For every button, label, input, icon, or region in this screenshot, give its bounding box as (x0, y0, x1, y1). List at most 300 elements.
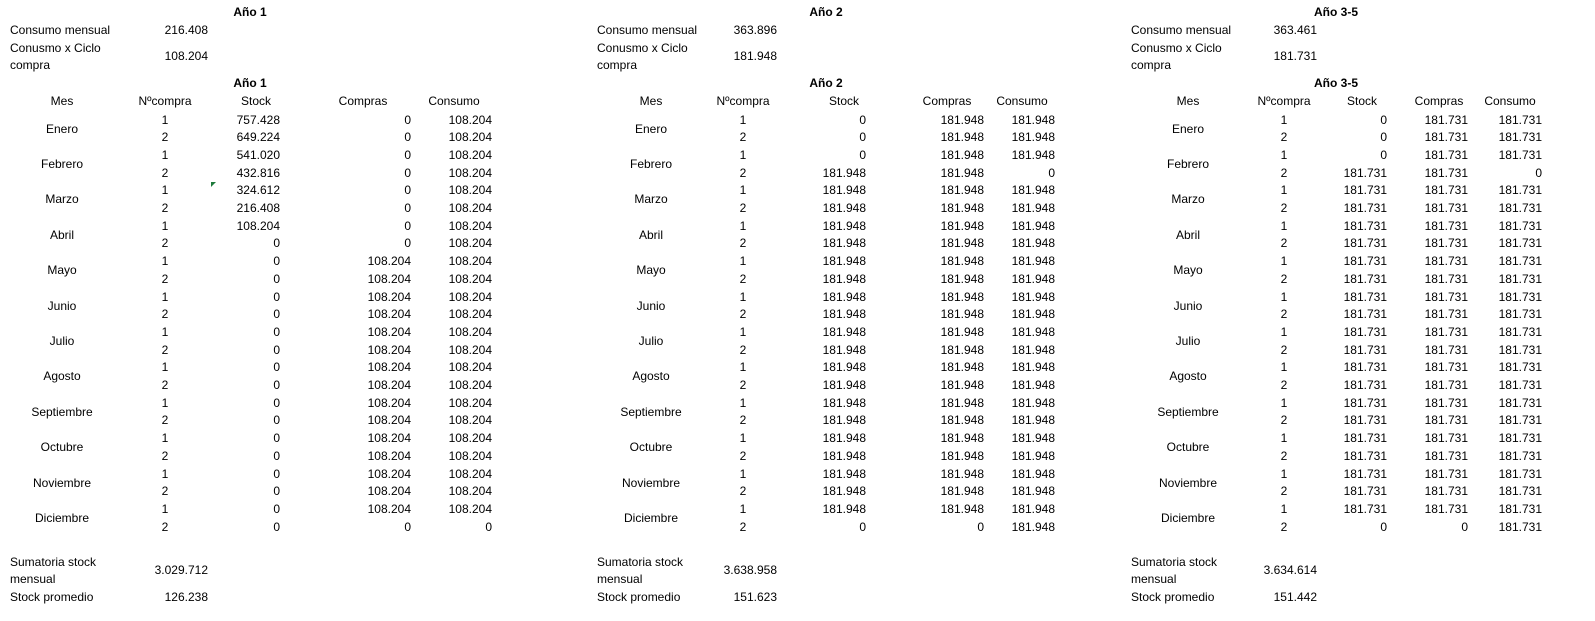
stock-cell: 216.408 (236, 201, 280, 215)
compras-cell: 181.731 (1424, 271, 1468, 286)
month-label: Marzo (45, 192, 79, 207)
compras-cell: 181.948 (940, 201, 984, 215)
compras-cell: 108.204 (367, 254, 411, 269)
sumatoria-label: Sumatoria stock mensual (10, 555, 97, 586)
compras-cell: 181.731 (1424, 466, 1468, 481)
stock-cell: 0 (1380, 112, 1387, 127)
column-header-consumo: Consumo (428, 94, 480, 108)
ncompra-cell: 2 (739, 519, 747, 534)
ncompra-cell: 2 (739, 413, 747, 428)
consumo-cell: 108.204 (448, 271, 492, 286)
compras-cell: 181.731 (1424, 413, 1468, 428)
block-title: Año 2 (809, 5, 843, 19)
compras-cell: 181.948 (940, 378, 984, 392)
compras-cell: 181.731 (1424, 289, 1468, 304)
ncompra-cell: 1 (1280, 324, 1288, 339)
compras-cell: 108.204 (367, 307, 411, 322)
ncompra-cell: 1 (161, 254, 169, 269)
stock-cell: 181.948 (822, 183, 866, 198)
ncompra-cell: 2 (739, 378, 747, 392)
consumo-cell: 108.204 (448, 413, 492, 428)
stock-promedio-label: Stock promedio (597, 590, 681, 604)
month-label: Octubre (629, 440, 673, 455)
compras-cell: 181.948 (940, 218, 984, 233)
ncompra-cell: 1 (739, 112, 747, 127)
consumo-cell: 181.731 (1498, 218, 1542, 233)
stock-promedio-value: 151.623 (733, 590, 777, 604)
stock-promedio-value: 126.238 (164, 590, 208, 604)
ncompra-cell: 2 (1280, 271, 1288, 286)
consumo-ciclo-label: Conusmo x Ciclo compra (597, 41, 688, 72)
ncompra-cell: 2 (161, 448, 169, 463)
compras-cell: 181.948 (940, 324, 984, 339)
ncompra-cell: 1 (161, 324, 169, 339)
stock-cell: 0 (859, 147, 866, 162)
ncompra-cell: 2 (1280, 307, 1288, 322)
consumo-cell: 181.731 (1498, 236, 1542, 251)
month-label: Agosto (43, 369, 81, 384)
stock-cell: 181.731 (1343, 324, 1387, 339)
consumo-cell: 181.948 (1011, 501, 1055, 516)
consumo-cell: 108.204 (448, 289, 492, 304)
column-header-ncompra: Nºcompra (138, 94, 192, 108)
consumo-cell: 181.948 (1011, 201, 1055, 215)
consumo-cell: 181.948 (1011, 413, 1055, 428)
consumo-cell: 181.731 (1498, 201, 1542, 215)
sumatoria-label: Sumatoria stock mensual (1131, 555, 1218, 586)
stock-cell: 181.731 (1343, 484, 1387, 499)
consumo-cell: 181.948 (1011, 519, 1055, 534)
stock-cell: 181.948 (822, 218, 866, 233)
month-label: Marzo (1171, 192, 1205, 207)
column-header-compras: Compras (1414, 94, 1464, 108)
compras-cell: 181.948 (940, 271, 984, 286)
ncompra-cell: 1 (739, 501, 747, 516)
ncompra-cell: 1 (739, 289, 747, 304)
compras-cell: 181.948 (940, 112, 984, 127)
month-label: Febrero (629, 156, 673, 171)
consumo-cell: 181.731 (1498, 501, 1542, 516)
month-label: Marzo (634, 192, 668, 207)
stock-cell: 0 (273, 431, 280, 446)
month-label: Agosto (632, 369, 670, 384)
month-label: Febrero (40, 156, 84, 171)
consumo-cell: 108.204 (448, 466, 492, 481)
ncompra-cell: 2 (739, 484, 747, 499)
ncompra-cell: 2 (739, 165, 747, 180)
consumo-cell: 181.731 (1498, 360, 1542, 375)
compras-cell: 181.731 (1424, 484, 1468, 499)
compras-cell: 108.204 (367, 431, 411, 446)
compras-cell: 181.731 (1424, 254, 1468, 269)
ncompra-cell: 1 (739, 183, 747, 198)
ncompra-cell: 1 (1280, 254, 1288, 269)
consumo-cell: 108.204 (448, 254, 492, 269)
compras-cell: 0 (404, 112, 411, 127)
consumo-cell: 181.731 (1498, 466, 1542, 481)
consumo-cell: 108.204 (448, 147, 492, 162)
ncompra-cell: 1 (161, 360, 169, 375)
stock-cell: 0 (273, 236, 280, 251)
ncompra-cell: 1 (739, 254, 747, 269)
column-header-stock: Stock (240, 94, 271, 108)
ncompra-cell: 2 (739, 271, 747, 286)
consumo-cell: 181.948 (1011, 342, 1055, 357)
ncompra-cell: 1 (1280, 112, 1288, 127)
compras-cell: 181.948 (940, 183, 984, 198)
consumo-cell: 181.948 (1011, 254, 1055, 269)
consumo-cell: 181.731 (1498, 413, 1542, 428)
month-label: Febrero (1166, 156, 1210, 171)
compras-cell: 181.731 (1424, 236, 1468, 251)
month-label: Noviembre (1158, 475, 1218, 490)
stock-cell: 181.948 (822, 254, 866, 269)
stock-cell: 181.731 (1343, 165, 1387, 180)
stock-cell: 649.224 (236, 130, 280, 145)
stock-cell: 181.731 (1343, 501, 1387, 516)
consumo-mensual-label: Consumo mensual (597, 23, 698, 37)
month-label: Mayo (47, 263, 77, 278)
consumo-ciclo-label: Conusmo x Ciclo compra (10, 41, 101, 72)
stock-promedio-label: Stock promedio (1131, 590, 1215, 604)
consumo-cell: 181.948 (1011, 218, 1055, 233)
consumo-cell: 181.948 (1011, 112, 1055, 127)
stock-cell: 181.948 (822, 431, 866, 446)
month-label: Julio (638, 333, 664, 348)
stock-cell: 0 (273, 413, 280, 428)
stock-cell: 181.948 (822, 307, 866, 322)
consumo-cell: 181.948 (1011, 271, 1055, 286)
stock-cell: 181.948 (822, 413, 866, 428)
ncompra-cell: 2 (739, 236, 747, 251)
stock-cell: 181.731 (1343, 431, 1387, 446)
month-label: Septiembre (1157, 404, 1219, 419)
ncompra-cell: 1 (1280, 218, 1288, 233)
consumo-cell: 181.948 (1011, 431, 1055, 446)
consumo-cell: 108.204 (448, 165, 492, 180)
ncompra-cell: 2 (1280, 130, 1288, 145)
consumo-mensual-label: Consumo mensual (10, 23, 111, 37)
column-header-consumo: Consumo (996, 94, 1048, 108)
month-label: Noviembre (32, 475, 92, 490)
stock-cell: 0 (273, 378, 280, 392)
stock-cell: 181.948 (822, 165, 866, 180)
compras-cell: 0 (977, 519, 984, 534)
consumo-cell: 181.731 (1498, 448, 1542, 463)
consumo-cell: 181.731 (1498, 112, 1542, 127)
month-label: Julio (1175, 333, 1201, 348)
compras-cell: 108.204 (367, 395, 411, 410)
compras-cell: 0 (404, 218, 411, 233)
month-label: Agosto (1169, 369, 1207, 384)
ncompra-cell: 1 (161, 431, 169, 446)
consumo-cell: 181.948 (1011, 236, 1055, 251)
stock-cell: 181.731 (1343, 307, 1387, 322)
compras-cell: 0 (404, 147, 411, 162)
ncompra-cell: 2 (1280, 342, 1288, 357)
stock-cell: 181.948 (822, 378, 866, 392)
column-header-consumo: Consumo (1484, 94, 1536, 108)
ncompra-cell: 2 (739, 448, 747, 463)
ncompra-cell: 1 (1280, 501, 1288, 516)
month-label: Diciembre (623, 510, 678, 525)
compras-cell: 108.204 (367, 466, 411, 481)
consumo-mensual-label: Consumo mensual (1131, 23, 1232, 37)
consumo-cell: 108.204 (448, 395, 492, 410)
ncompra-cell: 2 (161, 130, 169, 145)
compras-cell: 181.731 (1424, 324, 1468, 339)
compras-cell: 108.204 (367, 501, 411, 516)
stock-cell: 181.731 (1343, 183, 1387, 198)
ncompra-cell: 2 (739, 201, 747, 215)
ncompra-cell: 2 (161, 165, 169, 180)
consumo-cell: 181.948 (1011, 130, 1055, 145)
stock-cell: 181.948 (822, 201, 866, 215)
stock-cell: 181.731 (1343, 378, 1387, 392)
ncompra-cell: 2 (161, 271, 169, 286)
compras-cell: 181.731 (1424, 360, 1468, 375)
stock-cell: 541.020 (236, 147, 280, 162)
compras-cell: 0 (404, 130, 411, 145)
compras-cell: 0 (1461, 519, 1468, 534)
compras-cell: 0 (404, 183, 411, 198)
sumatoria-label: Sumatoria stock mensual (597, 555, 684, 586)
compras-cell: 181.731 (1424, 183, 1468, 198)
consumo-cell: 0 (485, 519, 492, 534)
compras-cell: 181.948 (940, 431, 984, 446)
month-label: Septiembre (620, 404, 682, 419)
compras-cell: 0 (404, 201, 411, 215)
stock-cell: 0 (273, 307, 280, 322)
compras-cell: 0 (404, 519, 411, 534)
ncompra-cell: 1 (161, 112, 169, 127)
ncompra-cell: 2 (161, 201, 169, 215)
ncompra-cell: 1 (1280, 395, 1288, 410)
ncompra-cell: 2 (1280, 201, 1288, 215)
consumo-cell: 108.204 (448, 431, 492, 446)
month-label: Diciembre (1160, 510, 1215, 525)
ncompra-cell: 2 (1280, 236, 1288, 251)
compras-cell: 108.204 (367, 271, 411, 286)
ncompra-cell: 1 (161, 395, 169, 410)
consumo-cell: 181.731 (1498, 342, 1542, 357)
compras-cell: 181.948 (940, 236, 984, 251)
stock-cell: 181.948 (822, 448, 866, 463)
consumo-cell: 181.731 (1498, 431, 1542, 446)
stock-cell: 0 (273, 395, 280, 410)
ncompra-cell: 2 (739, 130, 747, 145)
consumo-cell: 181.948 (1011, 307, 1055, 322)
ncompra-cell: 2 (161, 307, 169, 322)
consumo-cell: 108.204 (448, 448, 492, 463)
consumo-cell: 181.948 (1011, 466, 1055, 481)
year-block (1121, 0, 1595, 621)
compras-cell: 181.731 (1424, 395, 1468, 410)
consumo-cell: 181.948 (1011, 448, 1055, 463)
ncompra-cell: 2 (1280, 378, 1288, 392)
compras-cell: 108.204 (367, 360, 411, 375)
consumo-cell: 181.731 (1498, 307, 1542, 322)
stock-cell: 181.948 (822, 466, 866, 481)
month-label: Junio (1173, 298, 1203, 313)
ncompra-cell: 1 (1280, 360, 1288, 375)
consumo-cell: 181.731 (1498, 183, 1542, 198)
compras-cell: 181.948 (940, 448, 984, 463)
month-label: Julio (49, 333, 75, 348)
consumo-cell: 108.204 (448, 112, 492, 127)
ncompra-cell: 1 (739, 431, 747, 446)
stock-cell: 181.731 (1343, 413, 1387, 428)
consumo-ciclo-value: 108.204 (164, 49, 208, 63)
ncompra-cell: 1 (739, 324, 747, 339)
ncompra-cell: 1 (739, 147, 747, 162)
consumo-cell: 0 (1535, 165, 1542, 180)
stock-cell: 0 (273, 501, 280, 516)
stock-cell: 0 (273, 484, 280, 499)
stock-cell: 324.612 (236, 183, 280, 198)
consumo-cell: 181.731 (1498, 324, 1542, 339)
consumo-cell: 181.948 (1011, 378, 1055, 392)
ncompra-cell: 1 (739, 360, 747, 375)
compras-cell: 181.948 (940, 342, 984, 357)
stock-cell: 0 (859, 519, 866, 534)
year-block (0, 0, 510, 621)
ncompra-cell: 1 (161, 501, 169, 516)
stock-cell: 181.948 (822, 484, 866, 499)
consumo-cell: 181.731 (1498, 130, 1542, 145)
ncompra-cell: 1 (739, 218, 747, 233)
consumo-cell: 181.948 (1011, 289, 1055, 304)
consumo-cell: 181.731 (1498, 395, 1542, 410)
stock-cell: 181.948 (822, 395, 866, 410)
compras-cell: 181.948 (940, 360, 984, 375)
consumo-cell: 108.204 (448, 307, 492, 322)
compras-cell: 181.731 (1424, 201, 1468, 215)
compras-cell: 181.948 (940, 307, 984, 322)
consumo-cell: 108.204 (448, 501, 492, 516)
block-title: Año 1 (233, 5, 267, 19)
stock-cell: 0 (1380, 130, 1387, 145)
stock-cell: 0 (273, 271, 280, 286)
ncompra-cell: 1 (739, 466, 747, 481)
ncompra-cell: 1 (1280, 183, 1288, 198)
month-label: Enero (634, 121, 668, 136)
compras-cell: 181.948 (940, 147, 984, 162)
ncompra-cell: 2 (161, 413, 169, 428)
compras-cell: 108.204 (367, 484, 411, 499)
column-header-mes: Mes (639, 94, 663, 108)
consumo-cell: 181.731 (1498, 254, 1542, 269)
ncompra-cell: 2 (1280, 165, 1288, 180)
consumo-cell: 181.731 (1498, 484, 1542, 499)
consumo-ciclo-value: 181.948 (733, 49, 777, 63)
consumo-cell: 108.204 (448, 360, 492, 375)
consumo-cell: 0 (1048, 165, 1055, 180)
consumo-cell: 181.948 (1011, 324, 1055, 339)
compras-cell: 108.204 (367, 378, 411, 392)
month-label: Octubre (1166, 440, 1210, 455)
month-label: Abril (638, 227, 663, 242)
consumo-mensual-value: 363.461 (1273, 23, 1317, 37)
column-header-mes: Mes (50, 94, 74, 108)
stock-cell: 181.948 (822, 342, 866, 357)
comment-indicator-icon (211, 182, 216, 187)
ncompra-cell: 2 (161, 378, 169, 392)
ncompra-cell: 1 (1280, 289, 1288, 304)
table-title: Año 1 (233, 76, 267, 90)
consumo-mensual-value: 216.408 (164, 23, 208, 37)
ncompra-cell: 1 (1280, 431, 1288, 446)
stock-cell: 181.731 (1343, 360, 1387, 375)
stock-cell: 181.948 (822, 236, 866, 251)
compras-cell: 108.204 (367, 342, 411, 357)
stock-promedio-value: 151.442 (1273, 590, 1317, 604)
consumo-cell: 108.204 (448, 324, 492, 339)
compras-cell: 181.731 (1424, 448, 1468, 463)
stock-cell: 0 (1380, 519, 1387, 534)
consumo-cell: 108.204 (448, 378, 492, 392)
consumo-cell: 181.731 (1498, 147, 1542, 162)
stock-cell: 181.948 (822, 324, 866, 339)
column-header-mes: Mes (1176, 94, 1200, 108)
consumo-cell: 108.204 (448, 342, 492, 357)
compras-cell: 181.731 (1424, 218, 1468, 233)
compras-cell: 108.204 (367, 289, 411, 304)
ncompra-cell: 2 (739, 342, 747, 357)
stock-cell: 0 (273, 289, 280, 304)
consumo-cell: 181.731 (1498, 271, 1542, 286)
compras-cell: 181.731 (1424, 147, 1468, 162)
stock-cell: 0 (273, 360, 280, 375)
consumo-cell: 108.204 (448, 484, 492, 499)
consumo-cell: 181.948 (1011, 147, 1055, 162)
month-label: Enero (45, 121, 79, 136)
ncompra-cell: 1 (161, 183, 169, 198)
consumo-mensual-value: 363.896 (733, 23, 777, 37)
stock-cell: 0 (273, 324, 280, 339)
stock-cell: 0 (273, 448, 280, 463)
stock-cell: 181.731 (1343, 342, 1387, 357)
stock-cell: 0 (273, 519, 280, 534)
stock-cell: 181.948 (822, 501, 866, 516)
compras-cell: 108.204 (367, 448, 411, 463)
stock-cell: 181.731 (1343, 466, 1387, 481)
compras-cell: 181.731 (1424, 501, 1468, 516)
sumatoria-value: 3.029.712 (154, 563, 208, 577)
month-label: Junio (636, 298, 666, 313)
consumo-cell: 108.204 (448, 236, 492, 251)
stock-cell: 0 (1380, 147, 1387, 162)
ncompra-cell: 2 (161, 484, 169, 499)
column-header-stock: Stock (1346, 94, 1377, 108)
month-label: Octubre (40, 440, 84, 455)
consumo-cell: 108.204 (448, 201, 492, 215)
sumatoria-value: 3.634.614 (1263, 563, 1317, 577)
stock-cell: 181.948 (822, 289, 866, 304)
block-title: Año 3-5 (1313, 5, 1358, 19)
ncompra-cell: 1 (1280, 466, 1288, 481)
consumo-cell: 181.731 (1498, 289, 1542, 304)
stock-cell: 757.428 (236, 112, 280, 127)
compras-cell: 181.948 (940, 165, 984, 180)
compras-cell: 181.731 (1424, 378, 1468, 392)
column-header-ncompra: Nºcompra (716, 94, 770, 108)
consumo-cell: 181.731 (1498, 378, 1542, 392)
ncompra-cell: 1 (1280, 147, 1288, 162)
table-title: Año 2 (809, 76, 843, 90)
ncompra-cell: 2 (1280, 448, 1288, 463)
compras-cell: 108.204 (367, 324, 411, 339)
